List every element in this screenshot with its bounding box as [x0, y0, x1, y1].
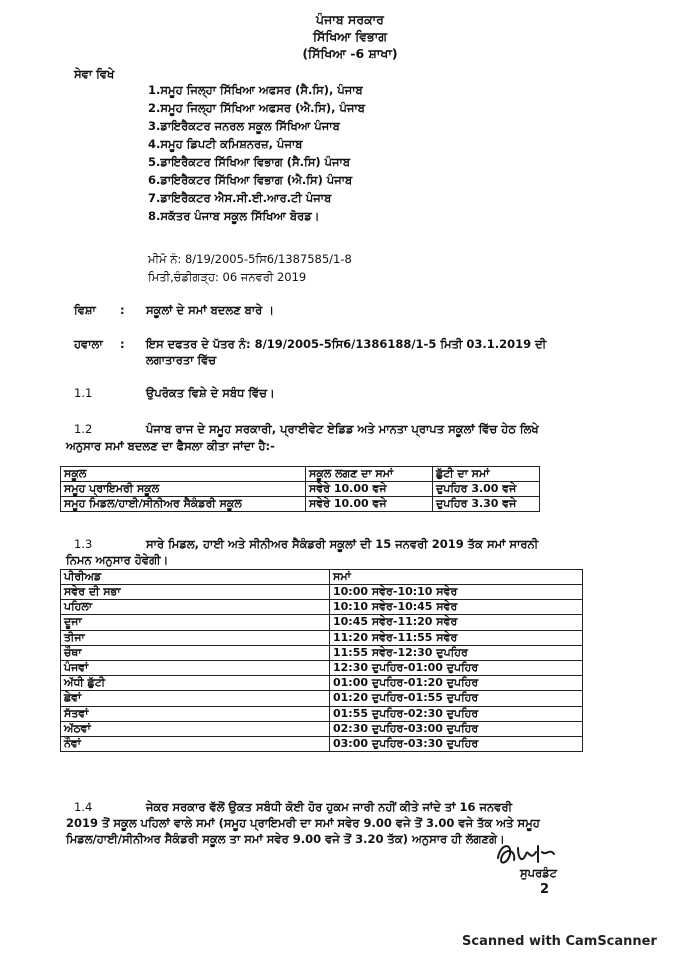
subject-text: ਸਕੂਲਾਂ ਦੇ ਸਮਾਂ ਬਦਲਣ ਬਾਰੇ । — [146, 303, 275, 317]
table-cell: ਨੌਵਾਂ — [61, 736, 330, 751]
table-header-row — [61, 570, 583, 585]
para-1-3-number: 1.3 — [74, 537, 93, 551]
table-cell: 01:20 ਦੁਪਹਿਰ-01:55 ਦੁਪਹਿਰ — [330, 691, 583, 706]
reference-colon: : — [120, 337, 125, 351]
table-cell: ਦੁਪਹਿਰ 3.30 ਵਜੇ — [433, 497, 540, 512]
reference-label: ਹਵਾਲਾ — [74, 337, 103, 351]
table-cell: ਦੂਜਾ — [61, 615, 330, 630]
recipient-item: 2.ਸਮੂਹ ਜਿਲ੍ਹਾ ਸਿੱਖਿਆ ਅਫਸਰ (ਐ.ਸਿ), ਪੰਜਾਬ — [148, 101, 365, 115]
table-cell: 11:55 ਸਵੇਰ-12:30 ਦੁਪਹਿਰ — [330, 645, 583, 660]
table-cell: ਸਵੇਰ ਦੀ ਸਭਾ — [61, 585, 330, 600]
para-1-3-line-2: ਨਿਮਨ ਅਨੁਸਾਰ ਹੋਵੇਗੀ। — [66, 553, 169, 567]
para-1-4-line-1: ਜੇਕਰ ਸਰਕਾਰ ਵੱਲੋਂ ਉਕਤ ਸਬੰਧੀ ਕੋਈ ਹੋਰ ਹੁਕਮ ਜਾਰੀ ਨਹੀਂ ਕੀਤੇ ਜਾਂਦੇ ਤਾਂ 16 ਜਨਵਰੀ — [146, 800, 513, 814]
table-cell: 02:30 ਦੁਪਹਿਰ-03:00 ਦੁਪਹਿਰ — [330, 721, 583, 736]
recipient-item: 4.ਸਮੂਹ ਡਿਪਟੀ ਕਮਿਸ਼ਨਰਜ਼, ਪੰਜਾਬ — [148, 137, 303, 151]
header-line-2: ਸਿੱਖਿਆ ਵਿਭਾਗ — [312, 29, 388, 44]
table-row — [61, 585, 583, 600]
para-1-4-number: 1.4 — [74, 800, 93, 814]
table-cell: ਸਮੂਹ ਪ੍ਰਾਇਮਰੀ ਸਕੂਲ — [61, 482, 306, 497]
memo-number: ਮੀਮੋ ਨੰ: 8/19/2005-5ਸਿ6/1387585/1-8 — [148, 252, 352, 266]
reference-line-1: ਇਸ ਦਫਤਰ ਦੇ ਪੱਤਰ ਨੰ: 8/19/2005-5ਸਿ6/1386188/1-5 ਮਿਤੀ 03.1.2019 ਦੀ — [146, 337, 547, 351]
table-cell: 03:00 ਦੁਪਹਿਰ-03:30 ਦੁਪਹਿਰ — [330, 736, 583, 751]
period-timetable — [60, 569, 583, 752]
table-cell: ਅੱਧੀ ਛੁੱਟੀ — [61, 676, 330, 691]
table-cell: ਪੰਜਵਾਂ — [61, 660, 330, 675]
table-cell: 01:55 ਦੁਪਹਿਰ-02:30 ਦੁਪਹਿਰ — [330, 706, 583, 721]
table-cell: ਸਮੂਹ ਮਿਡਲ/ਹਾਈ/ਸੀਨੀਅਰ ਸੈਕੰਡਰੀ ਸਕੂਲ — [61, 497, 306, 512]
para-1-3-line-1: ਸਾਰੇ ਮਿਡਲ, ਹਾਈ ਅਤੇ ਸੀਨੀਅਰ ਸੈਕੰਡਰੀ ਸਕੂਲਾਂ ਦੀ 15 ਜਨਵਰੀ 2019 ਤੱਕ ਸਮਾਂ ਸਾਰਨੀ — [146, 537, 539, 551]
table-row — [61, 736, 583, 751]
table-cell: ਤੀਜਾ — [61, 630, 330, 645]
table-cell: ਛੇਵਾਂ — [61, 691, 330, 706]
table-cell: 10:10 ਸਵੇਰ-10:45 ਸਵੇਰ — [330, 600, 583, 615]
table-cell: ਅੱਠਵਾਂ — [61, 721, 330, 736]
table-row — [61, 676, 583, 691]
table-cell: 01:00 ਦੁਪਹਿਰ-01:20 ਦੁਪਹਿਰ — [330, 676, 583, 691]
table-row — [61, 691, 583, 706]
signature-number: 2 — [540, 882, 550, 897]
table-row — [61, 482, 540, 497]
table-cell: 11:20 ਸਵੇਰ-11:55 ਸਵੇਰ — [330, 630, 583, 645]
para-1-1-number: 1.1 — [74, 386, 93, 400]
table-cell: 10:00 ਸਵੇਰ-10:10 ਸਵੇਰ — [330, 585, 583, 600]
subject-label: ਵਿਸ਼ਾ — [74, 303, 96, 317]
camscanner-watermark: Scanned with CamScanner — [462, 934, 657, 949]
para-1-2-line-1: ਪੰਜਾਬ ਰਾਜ ਦੇ ਸਮੂਹ ਸਰਕਾਰੀ, ਪ੍ਰਾਈਵੇਟ ਏਡਿਡ ਅਤੇ ਮਾਨਤਾ ਪ੍ਰਾਪਤ ਸਕੂਲਾਂ ਵਿੱਚ ਹੇਠ ਲਿਖੇ — [146, 422, 539, 436]
table-cell: ਸਵੇਰੇ 10.00 ਵਜੇ — [306, 482, 433, 497]
table-cell: 12:30 ਦੁਪਹਿਰ-01:00 ਦੁਪਹਿਰ — [330, 660, 583, 675]
table-cell: 10:45 ਸਵੇਰ-11:20 ਸਵੇਰ — [330, 615, 583, 630]
table-row — [61, 660, 583, 675]
table-row — [61, 706, 583, 721]
reference-line-2: ਲਗਾਤਾਰਤਾ ਵਿੱਚ — [146, 353, 217, 367]
recipient-item: 5.ਡਾਇਰੈਕਟਰ ਸਿੱਖਿਆ ਵਿਭਾਗ (ਸੈ.ਸਿ) ਪੰਜਾਬ — [148, 155, 351, 169]
table-cell: ਸੱਤਵਾਂ — [61, 706, 330, 721]
table-header-cell: ਪੀਰੀਅਡ — [61, 570, 330, 585]
table-header-cell: ਸਮਾਂ — [330, 570, 583, 585]
subject-colon: : — [120, 303, 125, 317]
table-row — [61, 497, 540, 512]
table-cell: ਪਹਿਲਾ — [61, 600, 330, 615]
table-row — [61, 630, 583, 645]
school-timings-table — [60, 466, 540, 512]
table-cell: ਸਵੇਰੇ 10.00 ਵਜੇ — [306, 497, 433, 512]
para-1-2-line-2: ਅਨੁਸਾਰ ਸਮਾਂ ਬਦਲਣ ਦਾ ਫੈਸਲਾ ਕੀਤਾ ਜਾਂਦਾ ਹੈ:- — [66, 439, 275, 453]
recipient-list — [148, 83, 365, 227]
table-cell: ਚੌਥਾ — [61, 645, 330, 660]
table-row — [61, 615, 583, 630]
para-1-2-number: 1.2 — [74, 422, 93, 436]
para-1-1-text: ਉਪਰੋਕਤ ਵਿਸ਼ੇ ਦੇ ਸਬੰਧ ਵਿੱਚ। — [146, 386, 275, 400]
table-cell: ਦੁਪਹਿਰ 3.00 ਵਜੇ — [433, 482, 540, 497]
table-row — [61, 645, 583, 660]
para-1-4-line-2: 2019 ਤੋਂ ਸਕੂਲ ਪਹਿਲਾਂ ਵਾਲੇ ਸਮਾਂ (ਸਮੂਹ ਪ੍ਰਾਇਮਰੀ ਦਾ ਸਮਾਂ ਸਵੇਰ 9.00 ਵਜੇ ਤੋਂ 3.00 ਵਜੇ ਤੱਕ ਅਤੇ ਸਮੂਹ — [66, 816, 540, 830]
table-header-cell: ਛੁੱਟੀ ਦਾ ਸਮਾਂ — [433, 467, 540, 482]
recipient-item: 1.ਸਮੂਹ ਜਿਲ੍ਹਾ ਸਿੱਖਿਆ ਅਫਸਰ (ਸੈ.ਸਿ), ਪੰਜਾਬ — [148, 83, 363, 97]
recipient-item: 7.ਡਾਇਰੈਕਟਰ ਐਸ.ਸੀ.ਈ.ਆਰ.ਟੀ ਪੰਜਾਬ — [148, 191, 332, 205]
table-header-cell: ਸਕੂਲ — [61, 467, 306, 482]
recipient-item: 3.ਡਾਇਰੈਕਟਰ ਜਨਰਲ ਸਕੂਲ ਸਿੱਖਿਆ ਪੰਜਾਬ — [148, 119, 340, 133]
table-row — [61, 721, 583, 736]
recipient-item: 8.ਸਕੱਤਰ ਪੰਜਾਬ ਸਕੂਲ ਸਿੱਖਿਆ ਬੋਰਡ। — [148, 209, 320, 223]
recipient-item: 6.ਡਾਇਰੈਕਟਰ ਸਿੱਖਿਆ ਵਿਭਾਗ (ਐ.ਸਿ) ਪੰਜਾਬ — [148, 173, 353, 187]
para-1-4-line-3: ਮਿਡਲ/ਹਾਈ/ਸੀਨੀਅਰ ਸੈਕੰਡਰੀ ਸਕੂਲ ਤਾ ਸਮਾਂ ਸਵੇਰ 9.00 ਵਜੇ ਤੋਂ 3.20 ਤੱਕ) ਅਨੁਸਾਰ ਹੀ ਲੱਗਣਗੇ। — [66, 832, 505, 846]
table-header-row — [61, 467, 540, 482]
memo-date: ਮਿਤੀ,ਚੰਡੀਗੜ੍ਹ: 06 ਜਨਵਰੀ 2019 — [148, 270, 307, 284]
table-row — [61, 600, 583, 615]
header-line-3: (ਸਿੱਖਿਆ -6 ਸ਼ਾਖਾ) — [302, 46, 398, 61]
signature-designation: ਸੁਪਰਡੰਟ — [520, 866, 558, 880]
table-header-cell: ਸਕੂਲ ਲਗਣ ਦਾ ਸਮਾਂ — [306, 467, 433, 482]
seva-label: ਸੇਵਾ ਵਿਖੇ — [74, 67, 115, 81]
header-line-1: ਪੰਜਾਬ ਸਰਕਾਰ — [316, 12, 384, 27]
